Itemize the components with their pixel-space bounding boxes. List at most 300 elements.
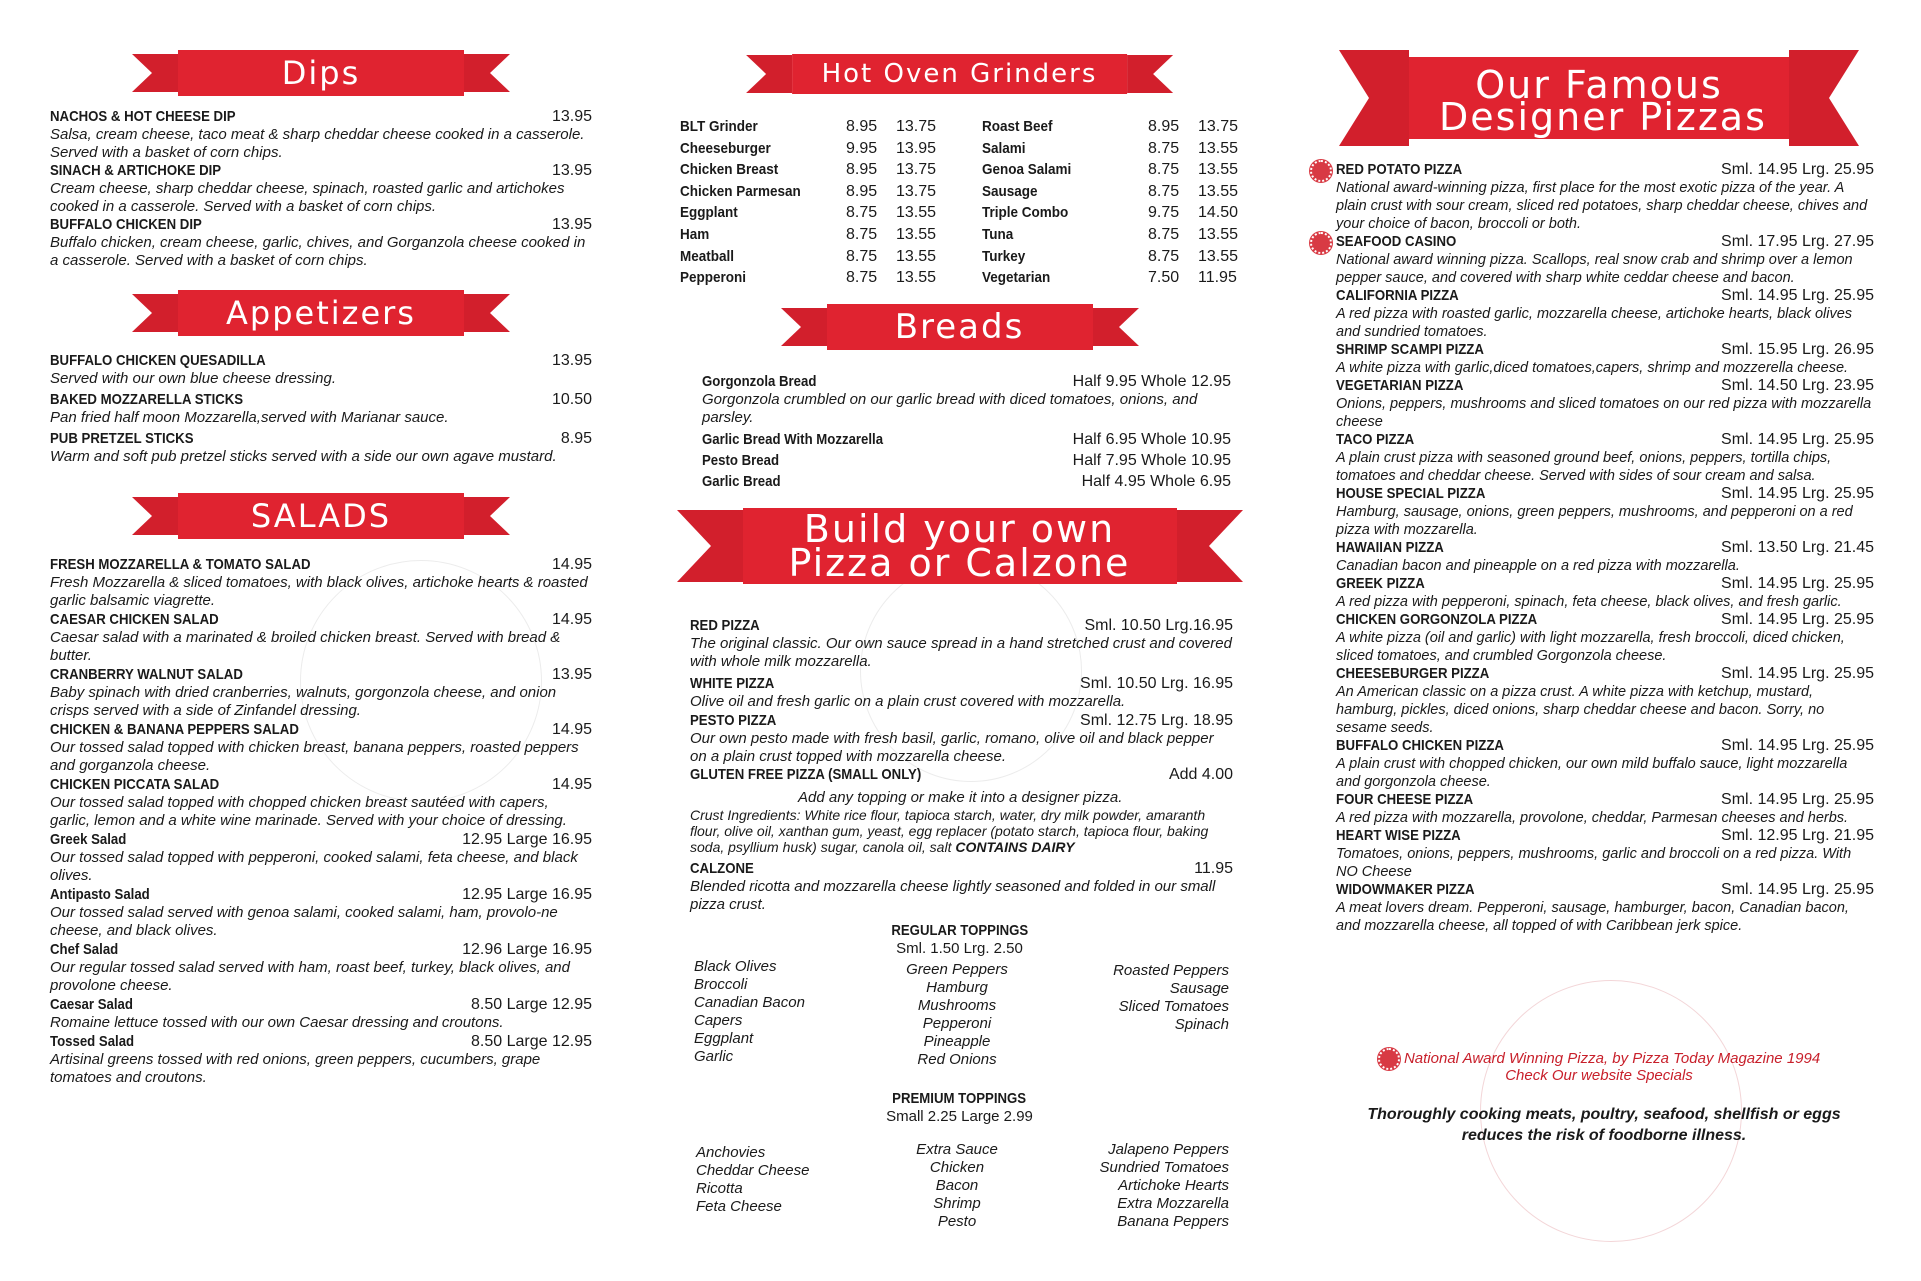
menu-item <box>1336 377 1874 431</box>
item-description: A red pizza with roasted garlic, mozzarella cheese, artichoke hearts, black olives and sundried tomatoes. <box>1336 306 1853 340</box>
item-price: Sml. 14.95 Lrg. 25.95 <box>1721 575 1874 592</box>
premium-topping-item: Chicken <box>929 1159 985 1176</box>
item-price: Half 7.95 Whole 10.95 <box>1072 452 1231 469</box>
grinder-name: Roast Beef <box>982 118 1053 135</box>
item-name: HEART WISE PIZZA <box>1336 827 1461 844</box>
item-description: Artisinal greens tossed with red onions, green peppers, cucumbers, grape tomatoes and croutons. <box>50 1051 541 1086</box>
item-price: 14.95 <box>551 776 592 793</box>
menu-item <box>50 556 592 610</box>
topping-item: Canadian Bacon <box>694 994 805 1011</box>
menu-item <box>1336 341 1874 377</box>
item-description: Tomatoes, onions, peppers, mushrooms, garlic and broccoli on a red pizza. With NO Cheese <box>1336 846 1852 880</box>
item-price: Sml. 17.95 Lrg. 27.95 <box>1721 233 1874 250</box>
menu-item <box>1336 827 1874 881</box>
item-name: BUFFALO CHICKEN DIP <box>50 216 202 233</box>
item-price: 14.95 <box>551 556 592 573</box>
premium-topping-item: Shrimp <box>933 1195 981 1212</box>
item-description: Our tossed salad topped with pepperoni, cooked salami, feta cheese, and black olives. <box>50 849 578 884</box>
menu-item <box>1336 737 1874 791</box>
item-description: A white pizza with garlic,diced tomatoes,capers, shrimp and mozzerella cheese. <box>1336 360 1849 376</box>
menu-item <box>50 108 592 162</box>
ribbon-tail-left <box>1339 50 1409 146</box>
item-price: Sml. 12.95 Lrg. 21.95 <box>1721 827 1874 844</box>
item-name: CALIFORNIA PIZZA <box>1336 287 1459 304</box>
item-price: Sml. 14.95 Lrg. 25.95 <box>1721 791 1874 808</box>
item-name: BUFFALO CHICKEN PIZZA <box>1336 737 1504 754</box>
item-name: PESTO PIZZA <box>690 712 777 729</box>
grinder-name: Sausage <box>982 182 1038 200</box>
item-description: The original classic. Our own sauce spread in a hand stretched crust and covered with whole milk mozzarella. <box>690 635 1232 670</box>
item-price: 13.95 <box>551 666 592 683</box>
menu-item <box>1336 287 1874 341</box>
topping-item: Red Onions <box>917 1051 997 1068</box>
topping-item: Black Olives <box>694 958 777 975</box>
menu-item <box>1336 161 1874 233</box>
menu-item <box>1336 575 1874 611</box>
topping-item: Eggplant <box>694 1030 754 1047</box>
topping-item: Capers <box>694 1012 743 1029</box>
ribbon-tail-right <box>464 54 510 92</box>
topping-item: Garlic <box>694 1048 734 1065</box>
regular-toppings-header <box>668 922 1251 957</box>
gluten-details <box>690 789 1233 855</box>
grinder-name: Turkey <box>982 247 1026 265</box>
grinder-row <box>680 226 952 244</box>
grinder-row <box>680 269 952 287</box>
grinder-large-price: 13.55 <box>1198 226 1239 243</box>
grinder-row <box>680 248 952 266</box>
grinder-large-price: 13.55 <box>896 226 937 243</box>
item-description: Our tossed salad topped with chicken breast, banana peppers, roasted peppers and gorganzola cheese. <box>50 739 579 774</box>
menu-item <box>50 352 592 388</box>
menu-item <box>702 373 1231 427</box>
item-description: Romaine lettuce tossed with our own Caesar dressing and croutons. <box>50 1014 504 1031</box>
grinder-name: Cheeseburger <box>680 139 771 157</box>
grinder-small-price: 8.75 <box>1148 226 1180 243</box>
item-name: CHICKEN & BANANA PEPPERS SALAD <box>50 721 299 738</box>
grinder-name: Tuna <box>982 226 1014 243</box>
calzone-desc: Blended ricotta and mozzarella cheese lightly seasoned and folded in our small pizza crust. <box>690 878 1216 913</box>
breads-section <box>702 373 1231 491</box>
menu-item <box>50 162 592 216</box>
ribbon-tail-right <box>1127 55 1173 93</box>
grinder-small-price: 8.95 <box>846 118 878 135</box>
item-description: Pan fried half moon Mozzarella,served with Marianar sauce. <box>50 409 449 426</box>
menu-item <box>50 611 592 665</box>
breads-title: Breads <box>827 304 1093 350</box>
item-name: RED POTATO PIZZA <box>1336 161 1463 178</box>
topping-item: Mushrooms <box>917 997 997 1014</box>
gluten-note: Add any topping or make it into a designer pizza. <box>798 789 1123 806</box>
item-price: Sml. 14.95 Lrg. 25.95 <box>1721 881 1874 898</box>
item-price: 13.95 <box>551 216 592 233</box>
item-price: Sml. 10.50 Lrg.16.95 <box>1084 617 1233 634</box>
grinder-name: Vegetarian <box>982 269 1051 287</box>
item-name: Greek Salad <box>50 831 127 848</box>
item-description: Fresh Mozzarella & sliced tomatoes, with black olives, artichoke hearts & roasted garlic balsamic viagrette. <box>50 574 588 609</box>
grinder-large-price: 13.55 <box>1198 247 1239 265</box>
build-title <box>743 508 1177 584</box>
premium-topping-item: Extra Sauce <box>916 1141 998 1158</box>
item-name: CAESAR CHICKEN SALAD <box>50 611 219 628</box>
ribbon-tail-left <box>132 54 178 92</box>
grinder-row <box>982 140 1254 158</box>
item-name: FOUR CHEESE PIZZA <box>1336 791 1474 808</box>
ribbon-tail-right <box>1177 510 1243 582</box>
grinder-small-price: 8.95 <box>846 182 878 200</box>
menu-item <box>690 712 1233 766</box>
ribbon-tail-left <box>781 308 827 346</box>
grinder-large-price: 13.75 <box>896 161 937 179</box>
item-name: Caesar Salad <box>50 996 133 1013</box>
item-description: A meat lovers dream. Pepperoni, sausage, hamburger, bacon, Canadian bacon, and mozzarella cheese, all topped of with Caribbean jerk spice. <box>1336 900 1849 934</box>
item-price: 12.95 Large 16.95 <box>462 886 592 903</box>
menu-item <box>702 431 1231 449</box>
item-name: HAWAIIAN PIZZA <box>1336 539 1444 556</box>
item-name: Antipasto Salad <box>50 886 150 903</box>
grinder-row <box>982 183 1254 201</box>
grinder-small-price: 8.75 <box>846 269 878 287</box>
menu-item <box>702 473 1231 491</box>
item-price: Sml. 14.95 Lrg. 25.95 <box>1721 161 1874 178</box>
grinder-row <box>982 248 1254 266</box>
grinder-large-price: 13.55 <box>896 247 937 265</box>
grinder-small-price: 8.95 <box>846 161 878 179</box>
premium-topping-item: Sundried Tomatoes <box>1099 1159 1229 1176</box>
item-price: Sml. 14.95 Lrg. 25.95 <box>1721 287 1874 304</box>
item-price: Sml. 14.95 Lrg. 25.95 <box>1721 665 1874 682</box>
regular-toppings-title: REGULAR TOPPINGS <box>891 922 1028 939</box>
premium-toppings-middle <box>862 1141 1052 1231</box>
item-description: Our tossed salad topped with chopped chicken breast sautéed with capers, garlic, lemon and a white wine marinade. Served with your choice of dressing. <box>50 794 567 829</box>
build-title-line2: Pizza or Calzone <box>788 541 1131 585</box>
item-name: WIDOWMAKER PIZZA <box>1336 881 1475 898</box>
menu-item <box>50 216 592 270</box>
grinder-small-price: 8.75 <box>1148 182 1180 200</box>
grinder-large-price: 13.75 <box>896 118 937 135</box>
calzone-name: CALZONE <box>690 860 754 877</box>
item-name: SHRIMP SCAMPI PIZZA <box>1336 341 1484 358</box>
premium-topping-item: Cheddar Cheese <box>696 1162 810 1179</box>
food-safety-warning: Thoroughly cooking meats, poultry, seafood, shellfish or eggs reduces the risk of foodborne illness. <box>1367 1106 1841 1144</box>
item-price: Sml. 12.75 Lrg. 18.95 <box>1080 712 1233 729</box>
premium-topping-item: Feta Cheese <box>696 1198 782 1215</box>
premium-topping-item: Ricotta <box>696 1180 743 1197</box>
item-name: BUFFALO CHICKEN QUESADILLA <box>50 352 266 369</box>
item-description: A plain crust pizza with seasoned ground beef, onions, peppers, tortilla chips, tomatoes and cheddar cheese. Served with sides of sour cream and salsa. <box>1336 450 1832 484</box>
grinder-small-price: 9.95 <box>846 139 878 157</box>
item-name: CHICKEN PICCATA SALAD <box>50 776 220 793</box>
grinder-row <box>982 204 1254 222</box>
item-name: WHITE PIZZA <box>690 675 775 692</box>
item-name: CHICKEN GORGONZOLA PIZZA <box>1336 611 1538 628</box>
item-price: 8.95 <box>560 430 592 447</box>
menu-item <box>50 430 592 466</box>
dips-section <box>50 108 592 270</box>
grinder-small-price: 8.75 <box>1148 139 1180 157</box>
item-description: A red pizza with mozzarella, provolone, cheddar, Parmesan cheeses and herbs. <box>1336 810 1849 826</box>
item-price: Sml. 14.95 Lrg. 25.95 <box>1721 737 1874 754</box>
premium-topping-item: Extra Mozzarella <box>1117 1195 1229 1212</box>
item-price: Sml. 14.95 Lrg. 25.95 <box>1721 485 1874 502</box>
item-name: NACHOS & HOT CHEESE DIP <box>50 108 236 125</box>
item-name: SINACH & ARTICHOKE DIP <box>50 162 222 179</box>
item-price: 12.95 Large 16.95 <box>462 831 592 848</box>
topping-item: Roasted Peppers <box>1113 962 1229 979</box>
salads-title: SALADS <box>178 493 464 539</box>
premium-topping-item: Artichoke Hearts <box>1118 1177 1229 1194</box>
menu-item <box>690 766 1233 784</box>
menu-item <box>690 617 1233 671</box>
crust-ingredients <box>690 807 1233 855</box>
award-note-text: National Award Winning Pizza, by Pizza Today Magazine 1994 <box>1403 1049 1821 1067</box>
item-price: Sml. 13.50 Lrg. 21.45 <box>1721 539 1874 556</box>
item-description: Buffalo chicken, cream cheese, garlic, chives, and Gorganzola cheese cooked in a casserole. Served with a basket of corn chips. <box>50 234 586 269</box>
grinder-name: Pepperoni <box>680 269 747 287</box>
menu-item <box>50 776 592 830</box>
grinders-table <box>680 118 1255 298</box>
appetizers-section <box>50 352 592 466</box>
item-name: Garlic Bread <box>702 473 781 490</box>
grinder-small-price: 7.50 <box>1148 269 1180 287</box>
item-description: Our tossed salad served with genoa salami, cooked salami, ham, provolo-ne cheese, and black olives. <box>50 904 558 939</box>
item-description: An American classic on a pizza crust. A white pizza with ketchup, mustard, hamburg, pickles, diced onions, sharp cheddar cheese and bacon. Sorry, no sesame seeds. <box>1336 684 1825 736</box>
build-section <box>690 617 1233 784</box>
premium-topping-item: Anchovies <box>696 1144 766 1161</box>
item-price: 13.95 <box>551 162 592 179</box>
salads-banner <box>132 493 510 539</box>
item-description: A red pizza with pepperoni, spinach, feta cheese, black olives, and fresh garlic. <box>1336 594 1842 610</box>
premium-topping-item: Banana Peppers <box>1117 1213 1229 1230</box>
item-price: 8.50 Large 12.95 <box>471 996 592 1013</box>
item-name: VEGETARIAN PIZZA <box>1336 377 1464 394</box>
item-price: Half 9.95 Whole 12.95 <box>1072 373 1231 390</box>
award-badge-icon <box>1310 160 1332 182</box>
premium-toppings-right <box>1099 1141 1229 1231</box>
appetizers-banner <box>132 290 510 336</box>
item-name: Pesto Bread <box>702 452 780 469</box>
ribbon-tail-right <box>464 497 510 535</box>
grinder-row <box>680 183 952 201</box>
item-price: Sml. 14.95 Lrg. 25.95 <box>1721 611 1874 628</box>
menu-item <box>1336 539 1874 575</box>
grinder-name: Chicken Breast <box>680 161 779 179</box>
ribbon-tail-right <box>464 294 510 332</box>
grinder-row <box>680 140 952 158</box>
item-name: GLUTEN FREE PIZZA (SMALL ONLY) <box>690 766 922 783</box>
item-description: Warm and soft pub pretzel sticks served with a side our own agave mustard. <box>50 448 557 465</box>
item-price: 12.96 Large 16.95 <box>462 941 592 958</box>
item-description: Our own pesto made with fresh basil, garlic, romano, olive oil and black pepper on a plain crust topped with mozzarella cheese. <box>690 730 1214 765</box>
menu-item <box>690 675 1233 711</box>
salads-section <box>50 556 592 1087</box>
item-price: 14.95 <box>551 611 592 628</box>
menu-item <box>1336 791 1874 827</box>
item-name: SEAFOOD CASINO <box>1336 233 1457 250</box>
premium-toppings-title: PREMIUM TOPPINGS <box>892 1090 1027 1107</box>
menu-item <box>50 721 592 775</box>
menu-item <box>50 391 592 427</box>
topping-item: Green Peppers <box>906 961 1008 978</box>
topping-item: Pineapple <box>923 1033 991 1050</box>
premium-topping-item: Pesto <box>937 1213 977 1230</box>
item-description: Onions, peppers, mushrooms and sliced tomatoes on our red pizza with mozzarella cheese <box>1336 396 1872 430</box>
calzone-item <box>690 860 1233 914</box>
item-name: BAKED MOZZARELLA STICKS <box>50 391 244 408</box>
item-price: Sml. 14.95 Lrg. 25.95 <box>1721 431 1874 448</box>
item-name: Tossed Salad <box>50 1033 135 1050</box>
item-price: 10.50 <box>551 391 592 408</box>
item-price: 13.95 <box>551 352 592 369</box>
item-name: CHEESEBURGER PIZZA <box>1336 665 1490 682</box>
grinder-small-price: 8.75 <box>1148 247 1180 265</box>
menu-item <box>1336 881 1874 935</box>
menu-item <box>1336 485 1874 539</box>
item-price: Add 4.00 <box>1168 766 1233 783</box>
grinder-large-price: 14.50 <box>1198 204 1239 222</box>
item-description: A white pizza (oil and garlic) with light mozzarella, fresh broccoli, diced chicken, sliced tomatoes, and crumbled Gorgonzola cheese. <box>1336 630 1845 664</box>
grinder-small-price: 8.75 <box>846 204 878 222</box>
website-note: Check Our website Specials <box>1505 1067 1693 1084</box>
calzone-price: 11.95 <box>1194 860 1233 877</box>
designer-banner <box>1339 50 1859 146</box>
grinder-large-price: 13.75 <box>896 182 937 200</box>
item-name: GREEK PIZZA <box>1336 575 1425 592</box>
item-description: Olive oil and fresh garlic on a plain crust covered with mozzarella. <box>690 693 1126 710</box>
ribbon-tail-left <box>677 510 743 582</box>
item-description: Gorgonzola crumbled on our garlic bread with diced tomatoes, onions, and parsley. <box>702 391 1198 426</box>
grinder-row <box>982 161 1254 179</box>
item-price: Half 4.95 Whole 6.95 <box>1081 473 1231 490</box>
dips-title: Dips <box>178 50 464 96</box>
grinder-row <box>982 118 1254 136</box>
regular-toppings-middle <box>862 961 1052 1069</box>
designer-title-line1: Our Famous <box>1475 63 1723 107</box>
menu-item <box>1336 233 1874 287</box>
item-price: Sml. 10.50 Lrg. 16.95 <box>1080 675 1233 692</box>
grinder-large-price: 13.55 <box>1198 161 1239 179</box>
grinder-large-price: 13.75 <box>1198 118 1239 135</box>
menu-item <box>1336 431 1874 485</box>
item-name: Gorgonzola Bread <box>702 373 817 390</box>
item-description: Caesar salad with a marinated & broiled chicken breast. Served with bread & butter. <box>50 629 561 664</box>
grinder-row <box>982 226 1254 244</box>
menu-item <box>50 886 592 940</box>
item-description: Salsa, cream cheese, taco meat & sharp cheddar cheese cooked in a casserole. Served with a basket of corn chips. <box>50 126 585 161</box>
premium-topping-item: Jalapeno Peppers <box>1108 1141 1229 1158</box>
designer-title-line2: Designer Pizzas <box>1439 95 1767 139</box>
ribbon-tail-right <box>1093 308 1139 346</box>
item-description: Cream cheese, sharp cheddar cheese, spinach, roasted garlic and artichokes cooked in a casserole. Served with a basket of corn chips. <box>50 180 565 215</box>
grinder-small-price: 8.75 <box>846 226 878 243</box>
grinder-small-price: 9.75 <box>1148 204 1180 222</box>
grinder-small-price: 8.95 <box>1148 118 1180 135</box>
crust-ingredients-text: Crust Ingredients: White rice flour, tapioca starch, water, dry milk powder, amaranth flour, olive oil, xanthan gum, yeast, egg replacer (potato starch, tapioca flour, baking soda, psyllium husk) sugar, canola oil, salt <box>690 807 1209 855</box>
item-description: A plain crust with chopped chicken, our own mild buffalo sauce, light mozzarella and gorgonzola cheese. <box>1336 756 1848 790</box>
grinder-large-price: 13.55 <box>896 204 937 222</box>
item-name: PUB PRETZEL STICKS <box>50 430 194 447</box>
grinder-row <box>680 118 952 136</box>
premium-toppings-left <box>696 1144 809 1216</box>
topping-item: Broccoli <box>694 976 748 993</box>
topping-item: Hamburg <box>926 979 988 996</box>
designer-title <box>1409 57 1789 139</box>
build-title-line1: Build your own <box>803 507 1116 551</box>
build-banner <box>677 508 1243 584</box>
topping-item: Sausage <box>1169 980 1229 997</box>
regular-toppings-price: Sml. 1.50 Lrg. 2.50 <box>896 940 1023 957</box>
grinders-title: Hot Oven Grinders <box>792 54 1128 94</box>
item-price: 13.95 <box>551 108 592 125</box>
grinder-row <box>680 161 952 179</box>
item-description: Served with our own blue cheese dressing. <box>50 370 336 387</box>
item-name: TACO PIZZA <box>1336 431 1415 448</box>
grinder-large-price: 11.95 <box>1198 269 1237 287</box>
grinder-name: Eggplant <box>680 204 738 222</box>
item-name: CRANBERRY WALNUT SALAD <box>50 666 243 683</box>
menu-item <box>50 996 592 1032</box>
menu-item <box>50 1033 592 1087</box>
item-description: National award winning pizza. Scallops, real snow crab and shrimp over a lemon pepper sauce, and covered with sharp white ceddar cheese and bacon. <box>1336 252 1853 286</box>
item-name: FRESH MOZZARELLA & TOMATO SALAD <box>50 556 311 573</box>
grinder-name: Chicken Parmesan <box>680 182 801 200</box>
appetizers-title: Appetizers <box>178 290 464 336</box>
grinder-name: Genoa Salami <box>982 161 1072 179</box>
premium-topping-item: Bacon <box>935 1177 979 1194</box>
ribbon-tail-left <box>132 294 178 332</box>
contains-dairy: CONTAINS DAIRY <box>955 839 1075 855</box>
menu-item <box>1336 611 1874 665</box>
grinder-large-price: 13.55 <box>1198 139 1239 157</box>
menu-item <box>50 666 592 720</box>
item-description: Hamburg, sausage, onions, green peppers, mushrooms, and pepperoni on a red pizza with mozzarella. <box>1336 504 1853 538</box>
grinders-banner <box>746 54 1174 94</box>
grinder-large-price: 13.95 <box>896 139 937 157</box>
item-price: Sml. 15.95 Lrg. 26.95 <box>1721 341 1874 358</box>
breads-banner <box>781 304 1139 350</box>
premium-toppings-price: Small 2.25 Large 2.99 <box>886 1108 1033 1125</box>
topping-item: Sliced Tomatoes <box>1118 998 1229 1015</box>
grinder-row <box>982 269 1254 287</box>
regular-toppings-right <box>1113 962 1229 1034</box>
ribbon-tail-left <box>132 497 178 535</box>
topping-item: Spinach <box>1174 1016 1229 1033</box>
grinder-small-price: 8.75 <box>1148 161 1180 179</box>
item-description: Our regular tossed salad served with ham, roast beef, turkey, black olives, and provolone cheese. <box>50 959 570 994</box>
menu-item <box>702 452 1231 470</box>
premium-toppings-header <box>668 1090 1251 1125</box>
ribbon-tail-right <box>1789 50 1859 146</box>
item-name: RED PIZZA <box>690 617 760 634</box>
grinder-name: Triple Combo <box>982 204 1069 222</box>
item-price: 14.95 <box>551 721 592 738</box>
grinder-name: BLT Grinder <box>680 118 758 135</box>
item-name: HOUSE SPECIAL PIZZA <box>1336 485 1486 502</box>
regular-toppings-left <box>694 958 805 1066</box>
designer-pizzas-section <box>1336 161 1874 935</box>
item-description: Canadian bacon and pineapple on a red pizza with mozzarella. <box>1336 558 1740 574</box>
topping-item: Pepperoni <box>922 1015 992 1032</box>
grinder-name: Salami <box>982 139 1026 157</box>
grinder-name: Ham <box>680 226 710 243</box>
grinder-large-price: 13.55 <box>896 269 937 287</box>
menu-item <box>50 941 592 995</box>
grinder-row <box>680 204 952 222</box>
item-description: National award-winning pizza, first place for the most exotic pizza of the year. A plain crust with sour cream, sliced red potatoes, sharp cheddar cheese, chives and your choice of bacon, broccoli or both. <box>1336 180 1868 232</box>
item-name: Garlic Bread With Mozzarella <box>702 431 884 448</box>
ribbon-tail-left <box>746 55 792 93</box>
item-description: Baby spinach with dried cranberries, walnuts, gorgonzola cheese, and onion crisps served with a side of Zinfandel dressing. <box>50 684 557 719</box>
